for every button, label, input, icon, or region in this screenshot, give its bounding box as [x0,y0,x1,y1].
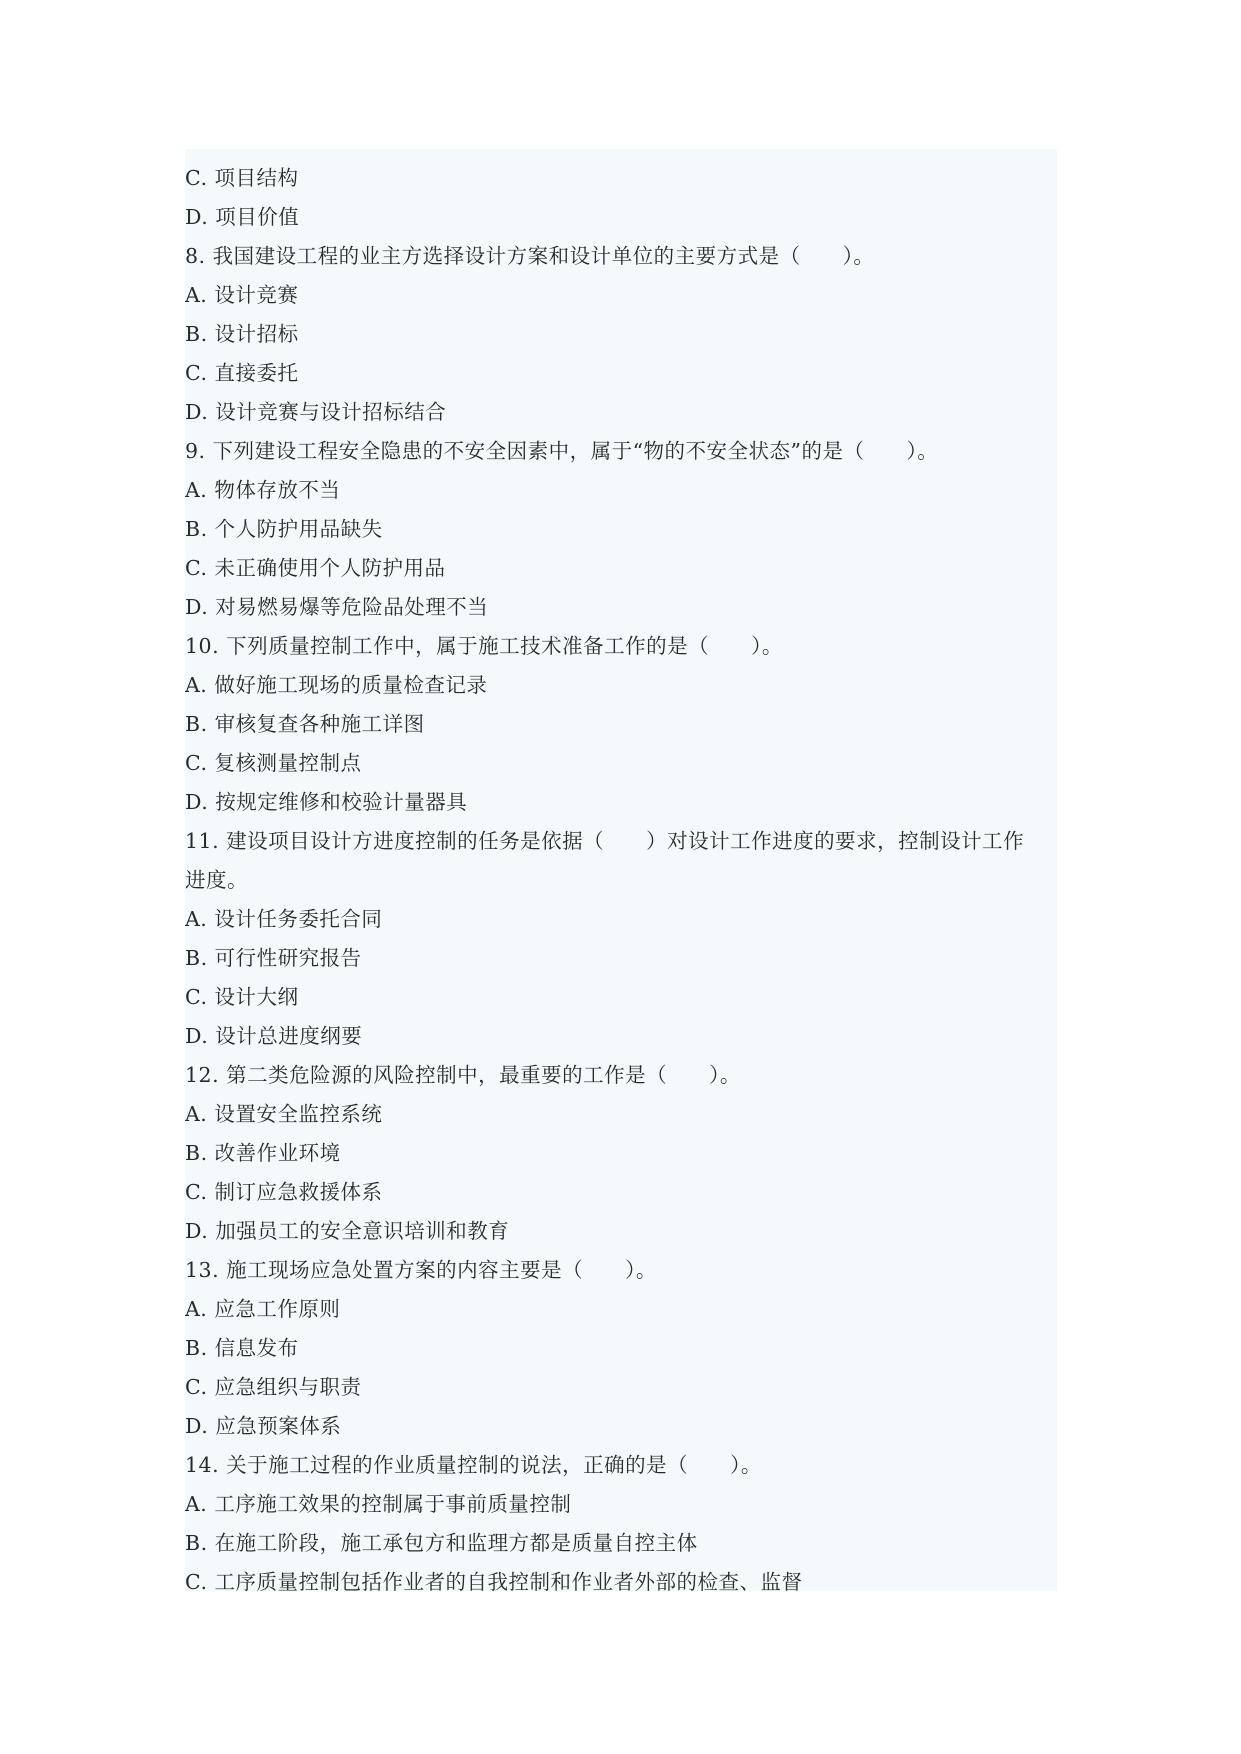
text-line: B. 可行性研究报告 [185,946,362,970]
question-13: 13. 施工现场应急处置方案的内容主要是（ ）。 [185,1258,657,1282]
question-8: 8. 我国建设工程的业主方选择设计方案和设计单位的主要方式是（ ）。 [185,244,875,268]
text-line: C. 复核测量控制点 [185,751,362,775]
text-line: D. 应急预案体系 [185,1414,342,1438]
text-line: B. 在施工阶段，施工承包方和监理方都是质量自控主体 [185,1531,698,1555]
text-line: D. 加强员工的安全意识培训和教育 [185,1219,510,1243]
text-line: B. 信息发布 [185,1336,299,1360]
text-line: C. 设计大纲 [185,985,299,1009]
text-line: D. 按规定维修和校验计量器具 [185,790,468,814]
text-line: A. 工序施工效果的控制属于事前质量控制 [185,1492,572,1516]
text-line: B. 审核复查各种施工详图 [185,712,425,736]
question-12: 12. 第二类危险源的风险控制中，最重要的工作是（ ）。 [185,1063,741,1087]
text-line: C. 项目结构 [185,166,299,190]
text-line: D. 设计竞赛与设计招标结合 [185,400,447,424]
text-line: 进度。 [185,868,248,892]
text-line: C. 制订应急救援体系 [185,1180,383,1204]
text-line: A. 应急工作原则 [185,1297,341,1321]
text-line: B. 设计招标 [185,322,299,346]
question-11: 11. 建设项目设计方进度控制的任务是依据（ ）对设计工作进度的要求，控制设计工作 [185,829,1025,853]
question-9: 9. 下列建设工程安全隐患的不安全因素中，属于“物的不安全状态”的是（ ）。 [185,439,939,463]
text-line: D. 设计总进度纲要 [185,1024,363,1048]
text-line: B. 个人防护用品缺失 [185,517,383,541]
text-line: D. 项目价值 [185,205,300,229]
text-line: C. 直接委托 [185,361,299,385]
text-line: C. 工序质量控制包括作业者的自我控制和作业者外部的检查、监督 [185,1570,803,1594]
text-line: D. 对易燃易爆等危险品处理不当 [185,595,489,619]
text-line: C. 应急组织与职责 [185,1375,362,1399]
text-line: A. 做好施工现场的质量检查记录 [185,673,488,697]
question-14: 14. 关于施工过程的作业质量控制的说法，正确的是（ ）。 [185,1453,762,1477]
text-line: C. 未正确使用个人防护用品 [185,556,446,580]
text-line: B. 改善作业环境 [185,1141,341,1165]
text-line: A. 物体存放不当 [185,478,341,502]
question-10: 10. 下列质量控制工作中，属于施工技术准备工作的是（ ）。 [185,634,783,658]
text-line: A. 设置安全监控系统 [185,1102,383,1126]
document-content-block [185,149,1057,1594]
text-line: A. 设计竞赛 [185,283,299,307]
text-line: A. 设计任务委托合同 [185,907,383,931]
question-lines [185,159,1057,1602]
